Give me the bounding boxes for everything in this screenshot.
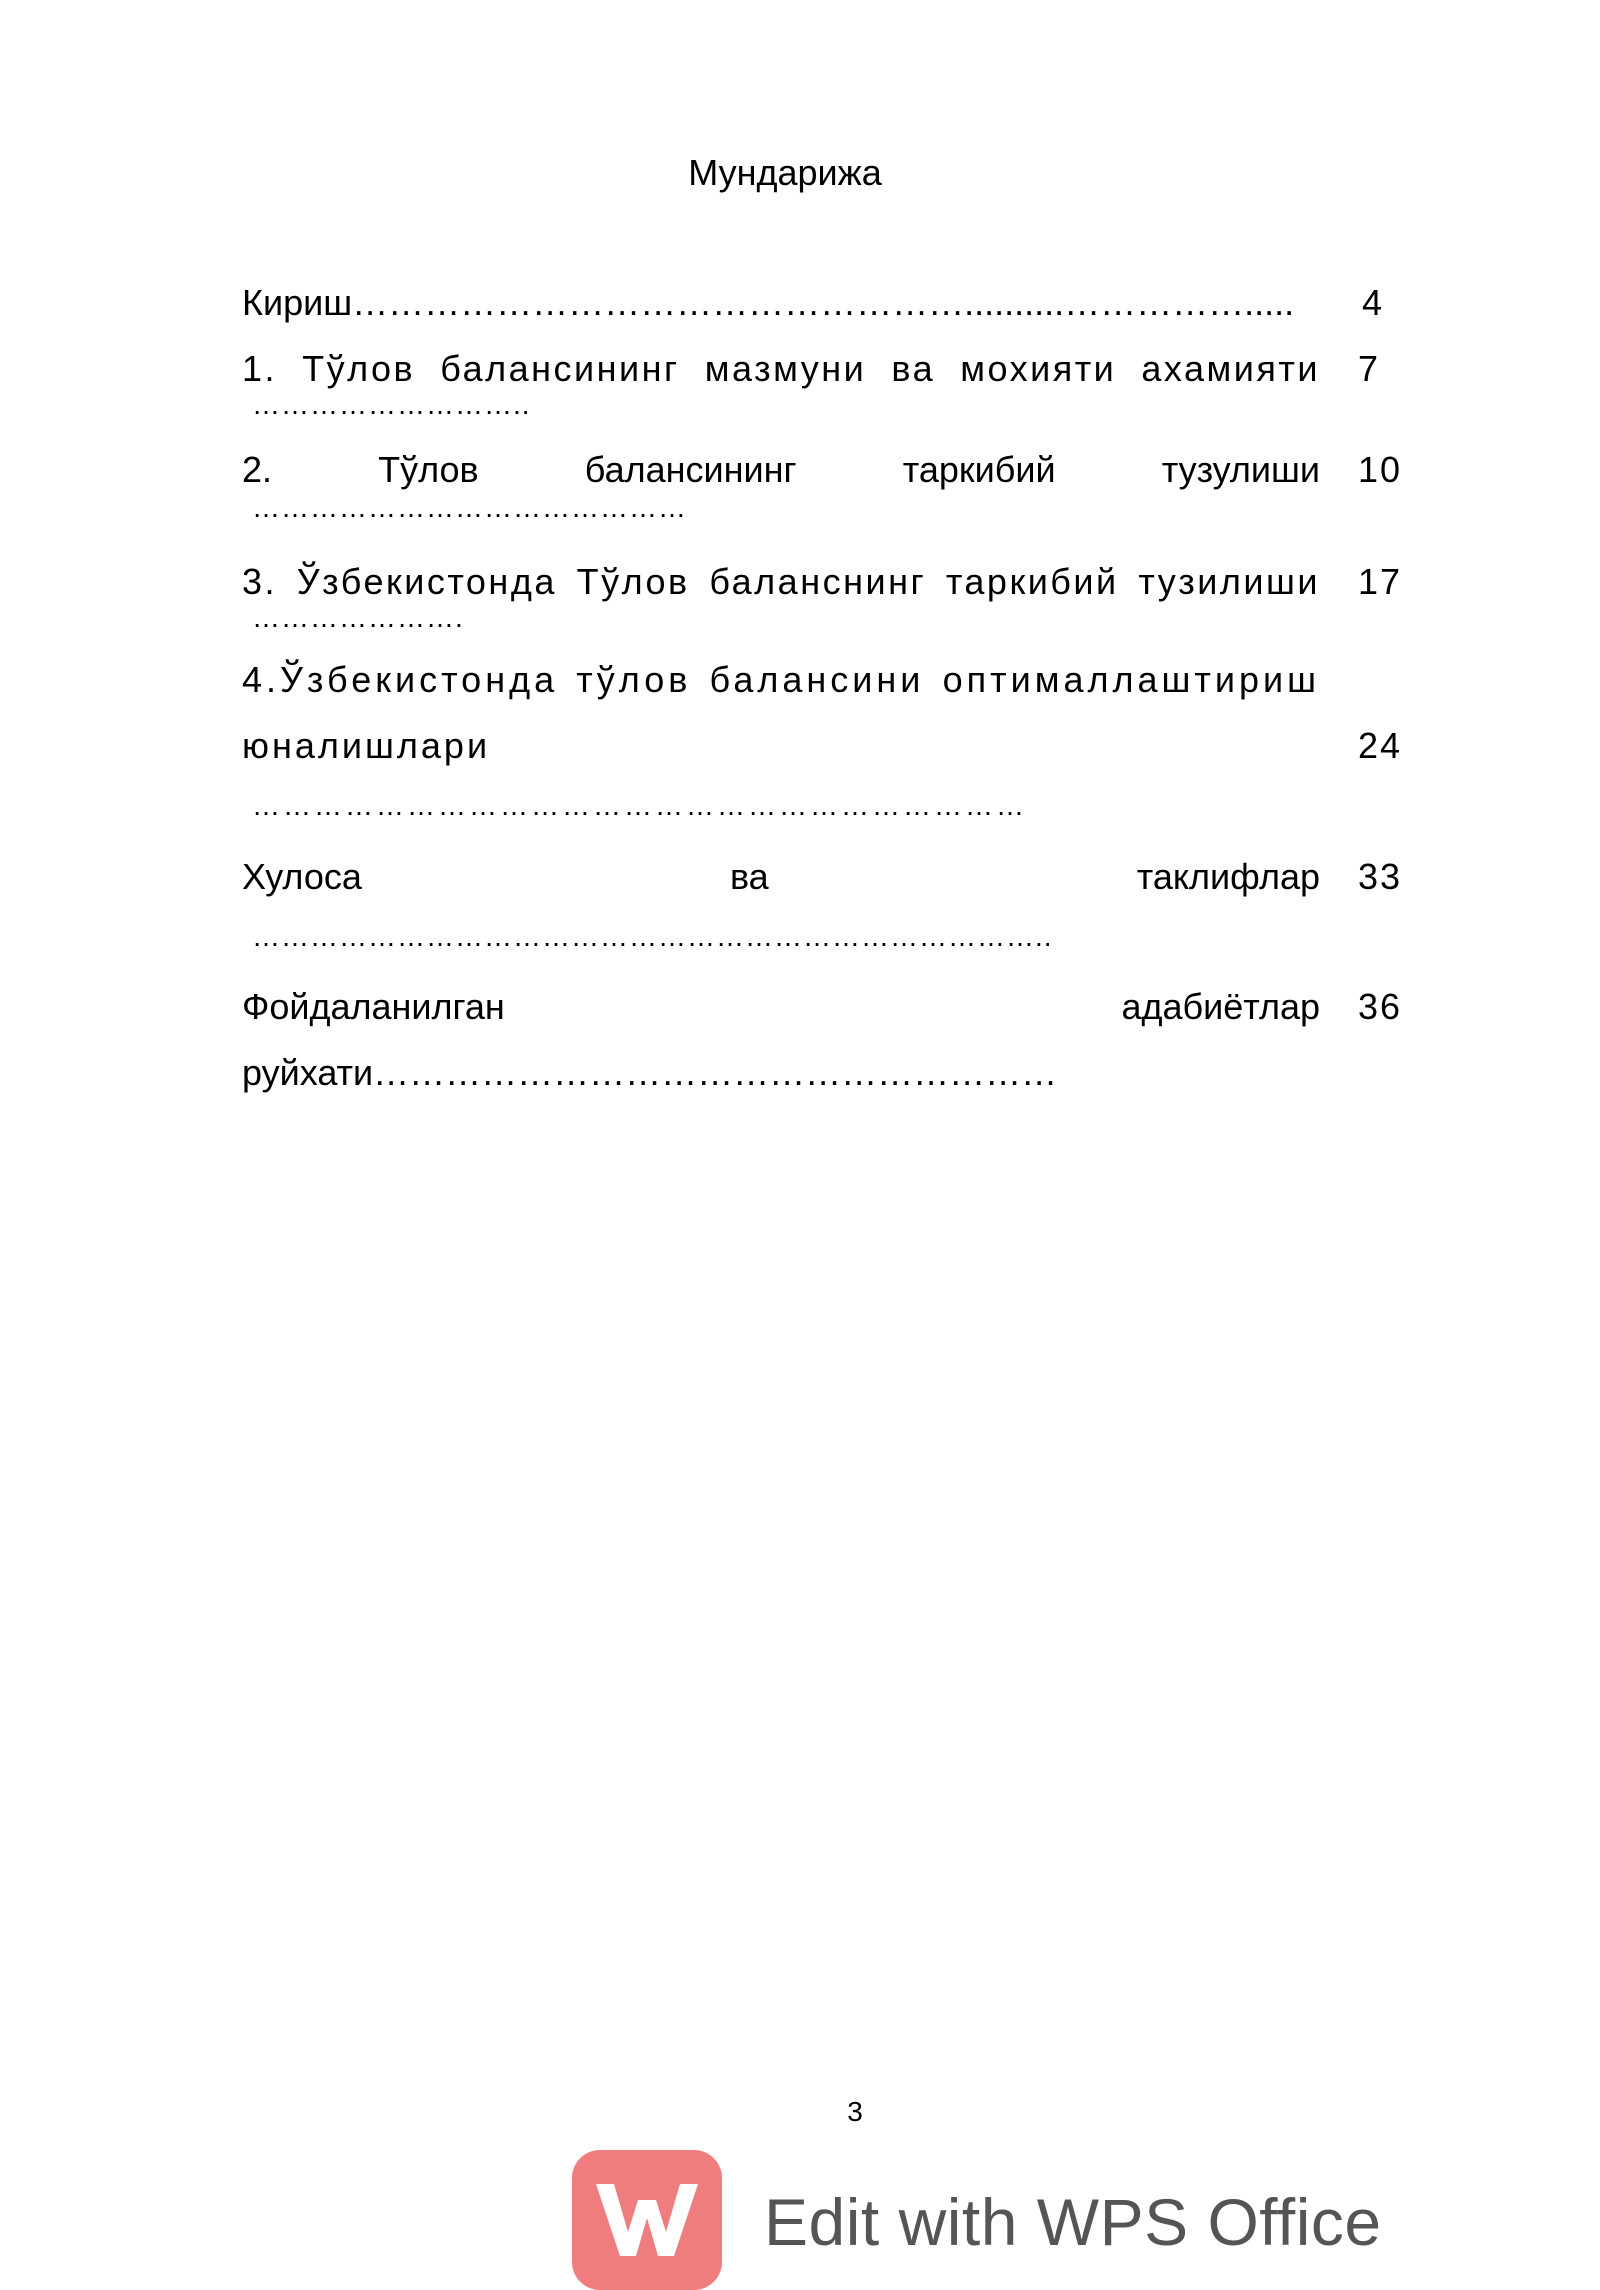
toc-entry-text-continued: юналишлари bbox=[242, 725, 491, 766]
toc-page-number: 24 bbox=[1357, 725, 1402, 766]
toc-entry-conclusion[interactable] bbox=[242, 854, 1402, 954]
toc-page-number: 10 bbox=[1357, 449, 1402, 490]
toc-entry-text: 4.Ўзбекистонда тўлов балансини оптималлаштириш bbox=[242, 659, 1320, 700]
toc-entry-leader: ……………………………………………………………………….. bbox=[252, 921, 1053, 952]
toc-page-number: 36 bbox=[1357, 986, 1402, 1027]
toc-entry-text-continued: руйхати………………………………………………… bbox=[242, 1052, 1058, 1093]
toc-entry-intro[interactable] bbox=[242, 280, 1402, 326]
edit-with-wps-banner[interactable] bbox=[572, 2150, 1600, 2261]
toc-page-number: 4 bbox=[1361, 282, 1384, 323]
toc-entry-leader: ………………………………………………………………… bbox=[252, 790, 1027, 821]
toc-entry-leader: ……………………………………… bbox=[252, 492, 687, 523]
page-title: Мундарижа bbox=[688, 152, 882, 193]
toc-entry-text: 2. Тўлов балансининг таркибий тузулиши bbox=[242, 449, 1320, 490]
wps-logo-glyph bbox=[590, 2178, 704, 2262]
toc-entry-leader: ……………………….. bbox=[252, 389, 531, 420]
toc-entry-references[interactable] bbox=[242, 984, 1402, 1096]
toc-entry-text: 3. Ўзбекистонда Тўлов баланснинг таркибий тузилиши bbox=[242, 561, 1320, 602]
toc-page-number: 7 bbox=[1357, 348, 1380, 389]
toc-entry-text: 1. Тўлов балансининг мазмуни ва мохияти ахамияти bbox=[242, 348, 1320, 389]
toc-entry-chapter-1[interactable] bbox=[242, 346, 1402, 422]
toc-page-number: 17 bbox=[1357, 561, 1402, 602]
footer-page-number: 3 bbox=[847, 2096, 863, 2127]
toc-entry-chapter-3[interactable] bbox=[242, 559, 1402, 635]
toc-entry-chapter-2[interactable] bbox=[242, 447, 1402, 525]
toc-entry-text: Кириш……………………………………………..........……………..... bbox=[242, 282, 1295, 323]
toc-entry-chapter-4[interactable] bbox=[242, 657, 1402, 823]
toc-entry-text: Фойдаланилган адабиётлар bbox=[242, 986, 1320, 1027]
toc-entry-text: Хулоса ва таклифлар bbox=[242, 856, 1320, 897]
wps-office-logo-icon bbox=[572, 2150, 722, 2290]
toc-entry-leader: …………………. bbox=[252, 602, 464, 633]
wps-banner-text: Edit with WPS Office bbox=[764, 2185, 1382, 2259]
toc-page-number: 33 bbox=[1357, 856, 1402, 897]
